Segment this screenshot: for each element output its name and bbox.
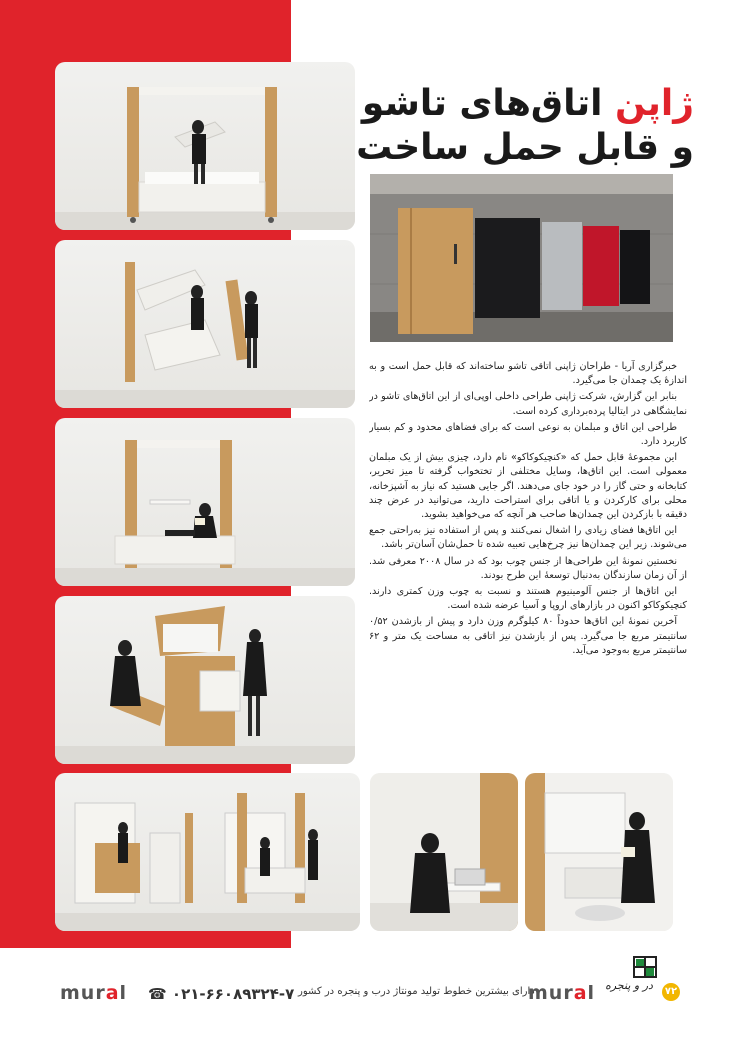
article-paragraph: خبرگزاری آریا - طراحان ژاپنی اتاقی تاشو ساخته‌اند که قابل حمل است و به اندازۀ یک چمدان جا می‌گیرد. — [369, 361, 687, 387]
photo-folding-room-unfolding — [55, 240, 355, 408]
magazine-brand-logo — [598, 955, 660, 1003]
brand-name: در و پنجره — [605, 979, 653, 992]
photo-folding-room-open-bed — [55, 62, 355, 230]
logo-text-end: l — [587, 982, 596, 1004]
logo-accent: a — [105, 982, 120, 1004]
title-line2-text: و قابل حمل ساخت — [356, 127, 694, 168]
phone-number: ۰۲۱-۶۶۰۸۹۳۲۴-۷ — [171, 985, 295, 1003]
murai-logo-left — [60, 982, 127, 1004]
article-paragraph: این اتاق‌ها از جنس آلومینیوم هستند و نسبت به چوب وزن کمتری دارند. کنچیکوکاکو اکنون در بازارهای اروپا و آسیا عرضه شده است. — [369, 586, 687, 612]
phone-icon: ☎ — [148, 985, 167, 1003]
photo-colored-cabinets — [370, 174, 673, 342]
logo-accent: a — [573, 982, 588, 1004]
article-paragraph: طراحی این اتاق و مبلمان به نوعی است که برای فضاهای محدود و کم بسیار کاربرد دارد. — [369, 421, 687, 448]
photo-woman-laptop-desk — [370, 773, 518, 931]
article-paragraph: بنابر این گزارش، شرکت ژاپنی طراحی داخلی اوپی‌ای از این اتاق‌های تاشو در نمایشگاهی در ایتالیا پرده‌برداری کرده است. — [369, 391, 687, 417]
logo-text: mur — [528, 982, 574, 1004]
footer-slogan: دارای بیشترین خطوط تولید مونتاژ درب و پنجره در کشور — [298, 986, 535, 997]
photo-woman-reading-kitchen — [525, 773, 673, 931]
article-body — [369, 360, 687, 745]
page-title-line2 — [356, 126, 694, 170]
murai-logo-right — [528, 982, 595, 1004]
page-number: ۷۲ — [662, 983, 680, 1001]
photo-all-rooms-set — [55, 773, 360, 931]
photo-folding-room-reading — [55, 418, 355, 586]
page-title-line1 — [362, 82, 694, 126]
photo-folding-kitchen — [55, 596, 355, 764]
logo-text: mur — [60, 982, 106, 1004]
article-paragraph: این مجموعۀ قابل حمل که «کنچیکوکاکو» نام دارد، چیزی بیش از یک مبلمان معمولی است. این اتاق‌ها، وسایل مختلفی از تختخواب گرفته تا میز تحریر، کتابخانه و حتی گاز را در خود جای می‌دهند. اگر جایی هستید که نیاز به آشپزخانه، محلی برای کارکردن و یا اتاقی برای استراحت دارید، می‌توانید در عرض چند دقیقه با بازکردن این چمدان‌ها صاحب هر آنچه که می‌خواهید بشوید. — [369, 452, 687, 521]
logo-text-end: l — [119, 982, 128, 1004]
article-paragraph: نخستین نمونۀ این طراحی‌ها از جنس چوب بود که در سال ۲۰۰۸ معرفی شد. از آن زمان سازندگان به‌دنبال توسعۀ این طرح بودند. — [369, 555, 687, 581]
article-paragraph: آخرین نمونۀ این اتاق‌ها حدوداً ۸۰ کیلوگرم وزن دارد و پیش از بازشدن ۰/۵۲ سانتیمتر مربع جا می‌گیرد. پس از بازشدن نیز اتاقی به مساحت یک متر و ۶۲ سانتیمتر مربع به‌وجود می‌آید. — [369, 616, 687, 656]
title-line1-rest: اتاق‌های تاشو — [361, 83, 603, 124]
title-highlight: ژاپن — [615, 83, 694, 124]
contact-phone — [148, 985, 294, 1003]
article-paragraph: این اتاق‌ها فضای زیادی را اشغال نمی‌کنند و پس از استفاده نیز به‌راحتی جمع می‌شوند. زیر این چمدان‌ها نیز چرخ‌هایی تعبیه شده تا حمل‌شان آسان‌تر باشد. — [369, 525, 687, 551]
